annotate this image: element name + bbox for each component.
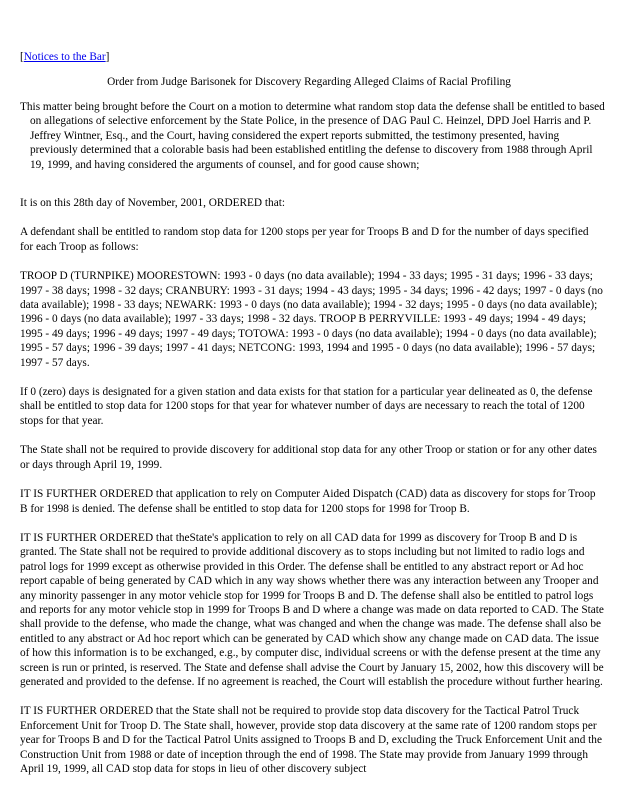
nav-open-bracket: [ bbox=[20, 51, 24, 63]
nav-close-bracket: ] bbox=[105, 51, 110, 63]
intro-section bbox=[20, 100, 606, 172]
no-additional-discovery-paragraph: The State shall not be required to provide discovery for additional stop data for any other Troop or station or for any other dates or days through April 19, 1999. bbox=[20, 444, 597, 471]
intro-paragraph: This matter being brought before the Court on a motion to determine what random stop data the defense shall be entitled to based on allegations of selective enforcement by the State Police, in the presence of DAG Paul C. Heinzel, DPD Joel Harris and P. Jeffrey Wintner, Esq., and the Court, having considered the expert reports submitted, the testimony presented, having previously determined that a colorable basis had been established entitling the defense to discovery from 1988 through April 19, 1999, and having considered the arguments of counsel, and for good cause shown; bbox=[20, 101, 605, 171]
random-stop-entitlement-paragraph: A defendant shall be entitled to random stop data for 1200 stops per year for Troops B and D for the number of days specified for each Troop as follows: bbox=[20, 226, 589, 253]
zero-days-paragraph: If 0 (zero) days is designated for a given station and data exists for that station for a particular year delineated as 0, the defense shall be entitled to stop data for 1200 stops for that year for whatever number of days are necessary to reach the total of 1200 stops for that year. bbox=[20, 386, 593, 427]
document-title: Order from Judge Barisonek for Discovery Regarding Alleged Claims of Racial Profiling bbox=[107, 76, 511, 88]
cad-troop-b-1998-paragraph: IT IS FURTHER ORDERED that application to rely on Computer Aided Dispatch (CAD) data as discovery for stops for Troop B for 1998 is denied. The defense shall be entitled to stop data for 1200 stops for 1998 for Troop B. bbox=[20, 488, 596, 515]
order-body bbox=[20, 196, 604, 791]
notices-nav bbox=[20, 50, 109, 64]
ordered-date-paragraph: It is on this 28th day of November, 2001, ORDERED that: bbox=[20, 197, 285, 209]
troop-days-paragraph: TROOP D (TURNPIKE) MOORESTOWN: 1993 - 0 days (no data available); 1994 - 33 days; 1995 - 31 days; 1996 - 33 days; 1997 - 38 days; 1998 - 32 days; CRANBURY: 1993 - 31 days; 1994 - 43 days; 1995 - 34 days; 1996 - 42 days; 1997 - 0 days (no data available); 1998 - 33 days; NEWARK: 1993 - 0 days (no data available); 1994 - 32 days; 1995 - 0 days (no data available); 1996 - 0 days (no data available); 1997 - 33 days; 1998 - 32 days. TROOP B PERRYVILLE: 1993 - 49 days; 1994 - 49 days; 1995 - 49 days; 1996 - 49 days; 1997 - 49 days; TOTOWA: 1993 - 0 days (no data available); 1994 - 0 days (no data available); 1995 - 57 days; 1996 - 39 days; 1997 - 41 days; NETCONG: 1993, 1994 and 1995 - 0 days (no data available); 1996 - 57 days; 1997 - 57 days. bbox=[20, 270, 603, 369]
notices-to-the-bar-link[interactable]: Notices to the Bar bbox=[23, 51, 106, 63]
tactical-patrol-paragraph: IT IS FURTHER ORDERED that the State shall not be required to provide stop data discovery for the Tactical Patrol Truck Enforcement Unit for Troop D. The State shall, however, provide stop data discovery at the same rate of 1200 random stops per year for Troops B and D for the Tactical Patrol Units assigned to Troops B and D, excluding the Truck Enforcement Unit and the Construction Unit from 1988 or date of inception through the end of 1998. The State may provide from January 1999 through April 19, 1999, all CAD stop data for stops in lieu of other discovery subject bbox=[20, 705, 602, 775]
cad-1999-paragraph: IT IS FURTHER ORDERED that theState's application to rely on all CAD data for 1999 as discovery for Troop B and D is granted. The State shall not be required to provide additional discovery as to stops including but not limited to radio logs and patrol logs for 1999 except as otherwise provided in this Order. The defense shall be entitled to any abstract report or Ad hoc report capable of being generated by CAD which in any way shows whether there was any interaction between any Trooper and any minority passenger in any motor vehicle stop for 1999 for Troops B and D. The defense shall also be entitled to patrol logs and reports for any motor vehicle stop in 1999 for Troops B and D where a change was made on data reported to CAD. The State shall provide to the defense, who made the change, what was changed and when the change was made. The defense shall also be entitled to any abstract or Ad hoc report which can be generated by CAD which show any change made on CAD data. The issue of how this information is to be exchanged, e.g., by computer disc, individual screens or with the defense present at the time any screen is run or printed, is reserved. The State and defense shall advise the Court by January 15, 2002, how this discovery will be generated and provided to the defense. If no agreement is reached, the Court will establish the procedure without further hearing. bbox=[20, 531, 604, 688]
